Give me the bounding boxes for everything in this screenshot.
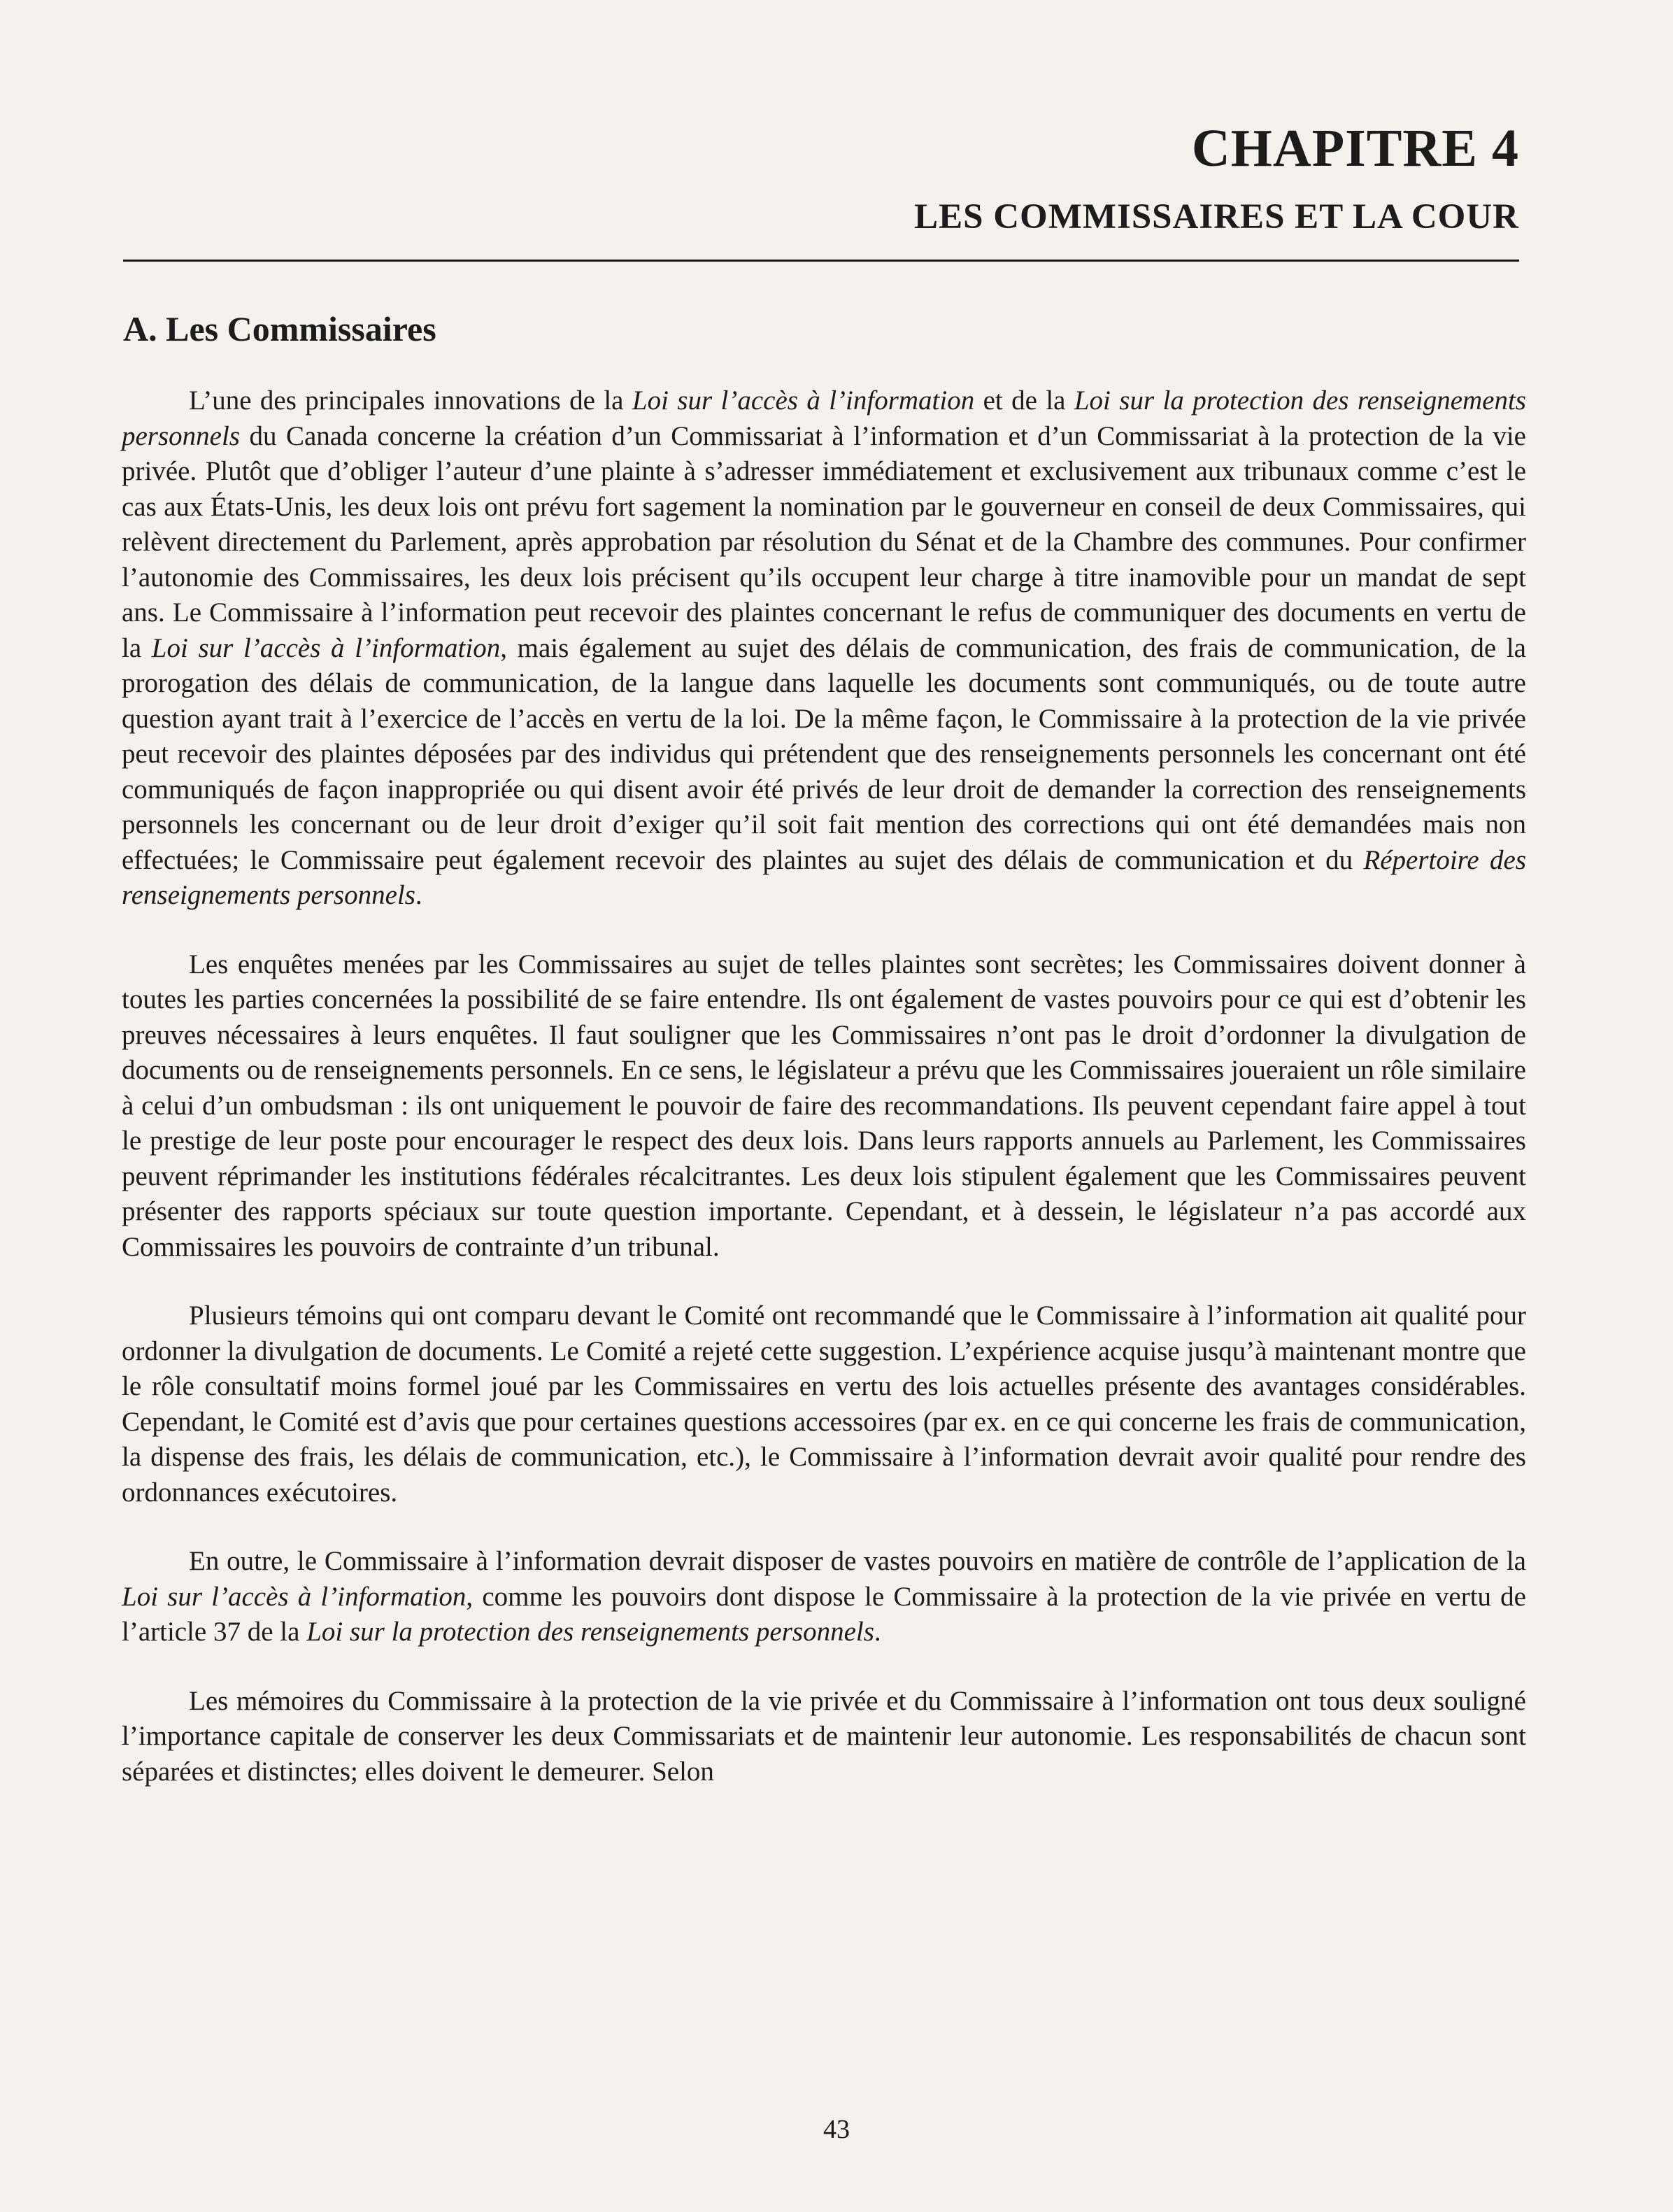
- text-run: Les mémoires du Commissaire à la protection de la vie privée et du Commissaire à l’information ont tous deux souligné l’importance capitale de conserver les deux Commissariats et de maintenir leur autonomie. Les responsabilités de chacun sont séparées et distinctes; elles doivent le demeurer. Selon: [122, 1685, 1526, 1787]
- italic-title-run: Loi sur l’accès à l’information: [151, 632, 501, 663]
- chapter-label: CHAPITRE 4: [1191, 119, 1519, 178]
- paragraph: [122, 1544, 1526, 1650]
- text-run: du Canada concerne la création d’un Commissariat à l’information et d’un Commissariat à la protection de la vie privée. Plutôt que d’obliger l’auteur d’une plainte à s’adresser immédiatement et exclusivement aux tribunaux comme c’est le cas aux États-Unis, les deux lois ont prévu fort sagement la nomination par le gouverneur en conseil de deux Commissaires, qui relèvent directement du Parlement, après approbation par résolution du Sénat et de la Chambre des communes. Pour confirmer l’autonomie des Commissaires, les deux lois précisent qu’ils occupent leur charge à titre inamovible pour un mandat de sept ans. Le Commissaire à l’information peut recevoir des plaintes concernant le refus de communiquer des documents en vertu de la: [122, 420, 1526, 663]
- italic-title-run: Loi sur la protection des renseignements personnels: [306, 1617, 874, 1647]
- body-text: [122, 383, 1526, 1789]
- paragraph: [122, 1298, 1526, 1510]
- italic-title-run: Loi sur la protection des renseignements personnels: [122, 385, 1526, 451]
- italic-title-run: Répertoire des renseignements personnels: [122, 844, 1526, 910]
- paragraph: [122, 947, 1526, 1265]
- page-number: 43: [823, 2115, 850, 2144]
- text-run: et de la: [974, 385, 1074, 416]
- italic-title-run: Loi sur l’accès à l’information: [122, 1581, 467, 1612]
- chapter-divider: [123, 260, 1519, 262]
- section-heading: A. Les Commissaires: [123, 309, 436, 348]
- chapter-header: [123, 118, 1519, 238]
- paragraph: [122, 1684, 1526, 1790]
- paragraph: [122, 383, 1526, 914]
- text-run: , comme les pouvoirs dont dispose le Commissaire à la protection de la vie privée en vertu de l’article 37 de la: [122, 1581, 1526, 1647]
- text-run: .: [415, 880, 422, 910]
- text-run: , mais également au sujet des délais de communication, des frais de communication, de la prorogation des délais de communication, de la langue dans laquelle les documents sont communiqués, ou de toute autre question ayant trait à l’exercice de l’accès en vertu de la loi. De la même façon, le Commissaire à la protection de la vie privée peut recevoir des plaintes déposées par des individus qui prétendent que des renseignements personnels les concernant ont été communiqués de façon inappropriée ou qui disent avoir été privés de leur droit de demander la correction des renseignements personnels les concernant ou de leur droit d’exiger qu’il soit fait mention des corrections qui ont été demandées mais non effectuées; le Commissaire peut également recevoir des plaintes au sujet des délais de communication et du: [122, 632, 1526, 875]
- text-run: En outre, le Commissaire à l’information devrait disposer de vastes pouvoirs en matière de contrôle de l’application de la: [189, 1546, 1526, 1576]
- text-run: .: [874, 1617, 881, 1647]
- text-run: Les enquêtes menées par les Commissaires au sujet de telles plaintes sont secrètes; les Commissaires doivent donner à toutes les parties concernées la possibilité de se faire entendre. Ils ont également de vastes pouvoirs pour ce qui est d’obtenir les preuves nécessaires à leurs enquêtes. Il faut souligner que les Commissaires n’ont pas le droit d’ordonner la divulgation de documents ou de renseignements personnels. En ce sens, le législateur a prévu que les Commissaires joueraient un rôle similaire à celui d’un ombudsman : ils ont uniquement le pouvoir de faire des recommandations. Ils peuvent cependant faire appel à tout le prestige de leur poste pour encourager le respect des deux lois. Dans leurs rapports annuels au Parlement, les Commissaires peuvent réprimander les institutions fédérales récalcitrantes. Les deux lois stipulent également que les Commissaires peuvent présenter des rapports spéciaux sur toute question importante. Cependant, et à dessein, le législateur n’a pas accordé aux Commissaires les pouvoirs de contrainte d’un tribunal.: [122, 949, 1526, 1262]
- text-run: Plusieurs témoins qui ont comparu devant le Comité ont recommandé que le Commissaire à l’information ait qualité pour ordonner la divulgation de documents. Le Comité a rejeté cette suggestion. L’expérience acquise jusqu’à maintenant montre que le rôle consultatif moins formel joué par les Commissaires en vertu des lois actuelles présente des avantages considérables. Cependant, le Comité est d’avis que pour certaines questions accessoires (par ex. en ce qui concerne les frais de communication, la dispense des frais, les délais de communication, etc.), le Commissaire à l’information devrait avoir qualité pour rendre des ordonnances exécutoires.: [122, 1300, 1526, 1508]
- text-run: L’une des principales innovations de la: [189, 385, 632, 416]
- italic-title-run: Loi sur l’accès à l’information: [632, 385, 975, 416]
- chapter-title: LES COMMISSAIRES ET LA COUR: [914, 197, 1519, 236]
